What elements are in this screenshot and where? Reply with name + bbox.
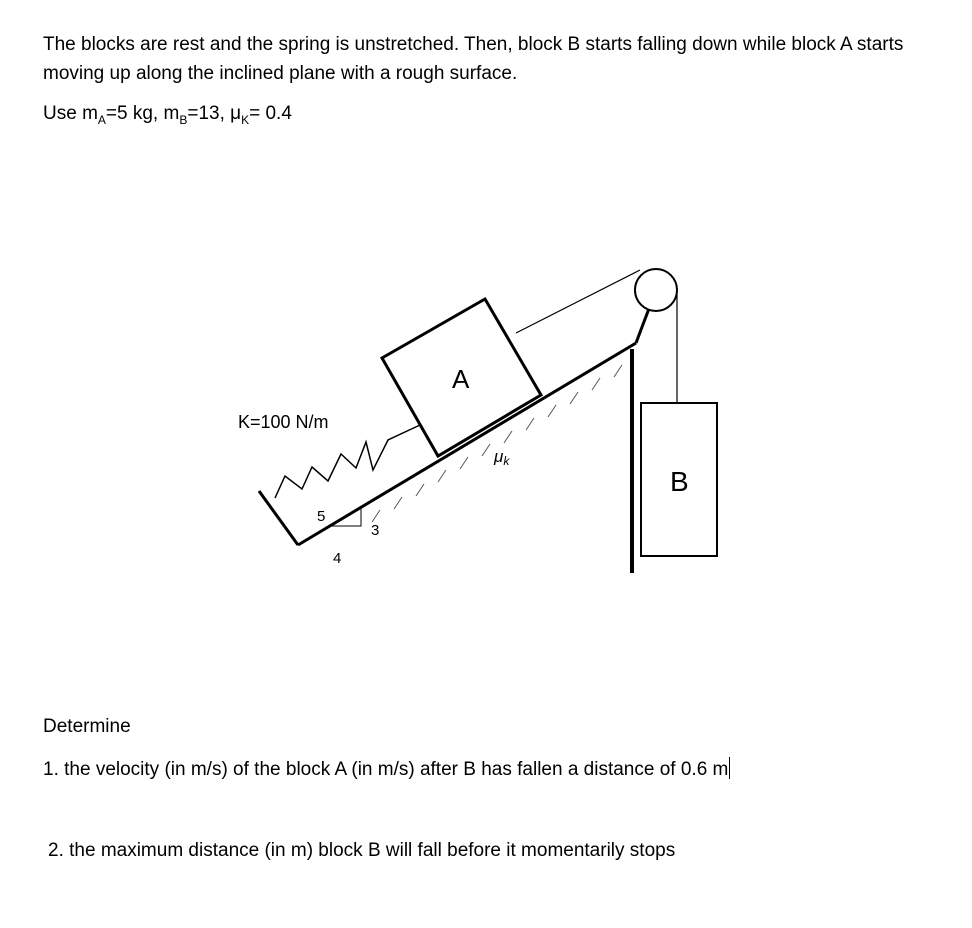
mb-value: =13, μ xyxy=(187,103,242,124)
ma-value: =5 kg, m xyxy=(105,103,180,124)
mu-value: = 0.4 xyxy=(249,103,292,124)
problem-statement: The blocks are rest and the spring is unstretched. Then, block B starts falling down while block A starts moving up along the inclined plane with a rough surface. xyxy=(43,34,904,84)
spring xyxy=(275,425,420,498)
question-1-text: 1. the velocity (in m/s) of the block A (in m/s) after B has fallen a distance of 0.6 m xyxy=(43,759,729,780)
slope-rise-label: 3 xyxy=(371,522,380,539)
spring-wall xyxy=(259,491,298,545)
determine-heading: Determine xyxy=(43,716,131,737)
block-b-label: B xyxy=(670,466,689,497)
pulley xyxy=(635,269,677,311)
rope-a xyxy=(516,270,640,333)
spring-constant-label: K=100 N/m xyxy=(238,412,329,432)
given-prefix: Use m xyxy=(43,103,98,124)
text-cursor xyxy=(729,757,730,779)
mu-k-label: μk xyxy=(494,447,510,468)
slope-run-label: 4 xyxy=(333,550,342,567)
ma-subscript: A xyxy=(97,112,106,127)
slope-hyp-label: 5 xyxy=(317,508,326,525)
question-2: 2. the maximum distance (in m) block B will fall before it momentarily stops xyxy=(48,840,676,861)
block-a-label: A xyxy=(452,364,470,394)
mu-subscript: K xyxy=(241,112,250,127)
mb-subscript: B xyxy=(179,112,188,127)
question-1 xyxy=(43,757,730,781)
